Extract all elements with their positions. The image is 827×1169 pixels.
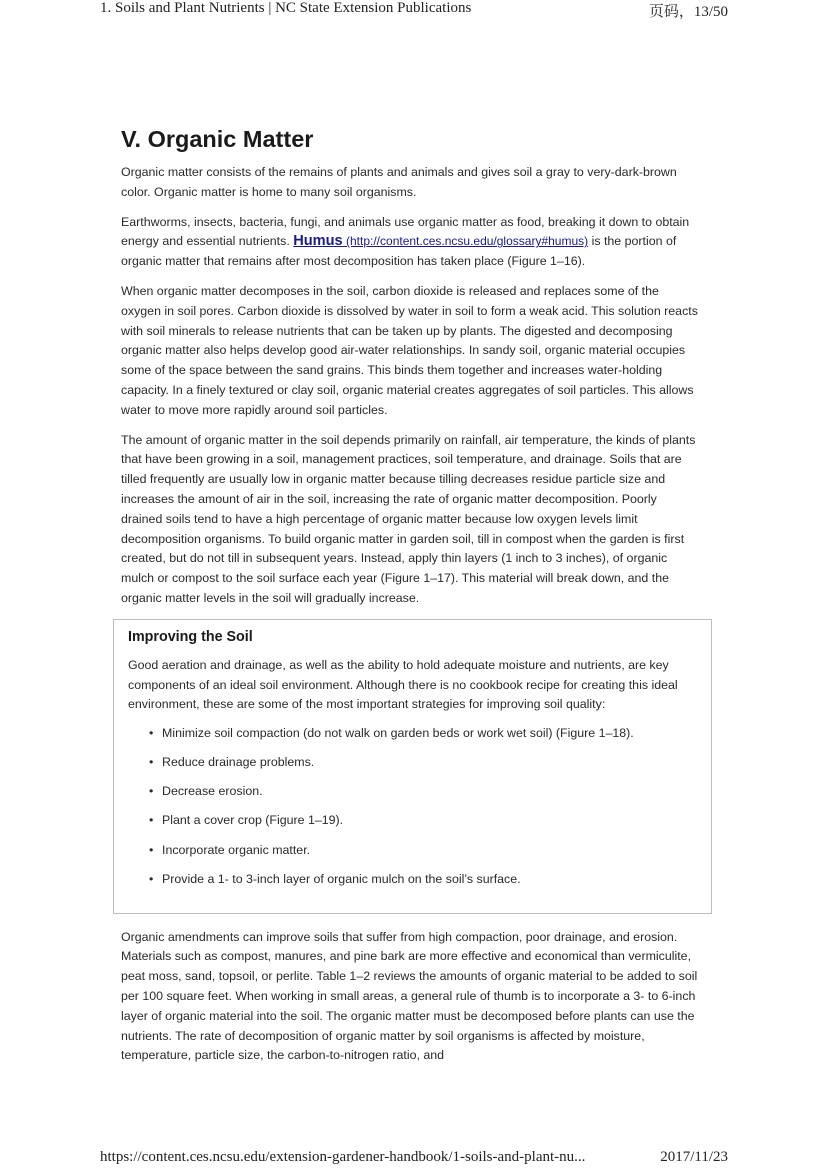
list-item	[149, 811, 697, 831]
paragraph-5: Organic amendments can improve soils that suffer from high compaction, poor drainage, and erosion. Materials such as compost, manures, and pine bark are more effective and economical than vermiculite, peat moss, sand, topsoil, or perlite. Table 1–2 reviews the amounts of organic material to be added to soil per 100 square feet. When working in small areas, a general rule of thumb is to incorporate a 3- to 6-inch layer of organic material into the soil. The organic matter must be decomposed before plants can use the nutrients. The rate of decomposition of organic matter by soil organisms is affected by moisture, temperature, particle size, the carbon-to-nitrogen ratio, and	[121, 929, 698, 1063]
paragraph-2	[121, 213, 701, 272]
print-header	[0, 0, 827, 20]
list-item-text: Provide a 1- to 3-inch layer of organic mulch on the soil’s surface.	[162, 871, 521, 886]
bullet-icon: •	[149, 871, 154, 886]
header-title: 1. Soils and Plant Nutrients | NC State Extension Publications	[100, 0, 472, 16]
humus-link-url[interactable]: (http://content.ces.ncsu.edu/glossary#humus)	[342, 234, 589, 249]
list-item	[149, 841, 697, 861]
paragraph-1: Organic matter consists of the remains of plants and animals and gives soil a gray to very-dark-brown color. Organic matter is home to many soil organisms.	[121, 165, 677, 199]
strategy-list	[128, 724, 697, 889]
article-content	[121, 124, 701, 1076]
list-item	[149, 724, 697, 744]
callout-intro: Good aeration and drainage, as well as the ability to hold adequate moisture and nutrients, are key components of an ideal soil environment. Although there is no cookbook recipe for creating this ideal environment, these are some of the most important strategies for improving soil quality:	[128, 657, 678, 712]
improving-soil-callout	[113, 619, 712, 914]
bullet-icon: •	[149, 842, 154, 857]
humus-link-word[interactable]: Humus	[293, 233, 343, 250]
header-page-number: 页码，13/50	[648, 4, 728, 20]
paragraph-2-text-before: Earthworms, insects, bacteria, fungi, and animals use organic matter as food, breaking it down to obtain energy and essential nutrients.	[121, 214, 690, 249]
callout-title: Improving the Soil	[128, 628, 253, 645]
list-item-text: Decrease erosion.	[162, 784, 263, 799]
bullet-icon: •	[149, 755, 154, 770]
bullet-icon: •	[149, 726, 154, 741]
paragraph-3: When organic matter decomposes in the soil, carbon dioxide is released and replaces some of the oxygen in soil pores. Carbon dioxide is dissolved by water in soil to form a weak acid. This solution reacts with soil minerals to release nutrients that can be taken up by plants. The digested and decomposing organic matter also helps develop good air-water relationships. In sandy soil, organic material occupies some of the space between the sand grains. This binds them together and increases water-holding capacity. In a finely textured or clay soil, organic material creates aggregates of soil particles. This allows water to move more rapidly around soil particles.	[121, 283, 698, 417]
list-item	[149, 782, 697, 802]
bullet-icon: •	[149, 813, 154, 828]
print-footer	[0, 1149, 827, 1169]
paragraph-4: The amount of organic matter in the soil depends primarily on rainfall, air temperature, the kinds of plants that have been growing in a soil, management practices, soil temperature, and drainage. Soils that are tilled frequently are usually low in organic matter because tilling decreases residue particle size and increases the amount of air in the soil, increasing the rate of organic matter decomposition. Poorly drained soils tend to have a high percentage of organic matter because low oxygen levels limit decomposition organisms. To build organic matter in garden soil, till in compost when the garden is first created, but do not till in subsequent years. Instead, apply thin layers (1 inch to 3 inches), of organic mulch or compost to the soil surface each year (Figure 1–17). This material will break down, and the organic matter levels in the soil will gradually increase.	[121, 432, 696, 605]
list-item-text: Reduce drainage problems.	[162, 755, 315, 770]
footer-date: 2017/11/23	[660, 1149, 728, 1165]
list-item-text: Minimize soil compaction (do not walk on garden beds or work wet soil) (Figure 1–18).	[162, 726, 634, 741]
footer-url: https://content.ces.ncsu.edu/extension-gardener-handbook/1-soils-and-plant-nu...	[100, 1149, 586, 1165]
humus-glossary-link[interactable]	[293, 234, 588, 248]
bullet-icon: •	[149, 784, 154, 799]
paragraph-2-text-after: is the portion of organic matter that remains after most decomposition has taken place (Figure 1–16).	[121, 234, 677, 269]
list-item	[149, 753, 697, 773]
list-item-text: Incorporate organic matter.	[162, 842, 311, 857]
section-title: V. Organic Matter	[121, 126, 314, 152]
list-item	[149, 870, 697, 890]
list-item-text: Plant a cover crop (Figure 1–19).	[162, 813, 344, 828]
